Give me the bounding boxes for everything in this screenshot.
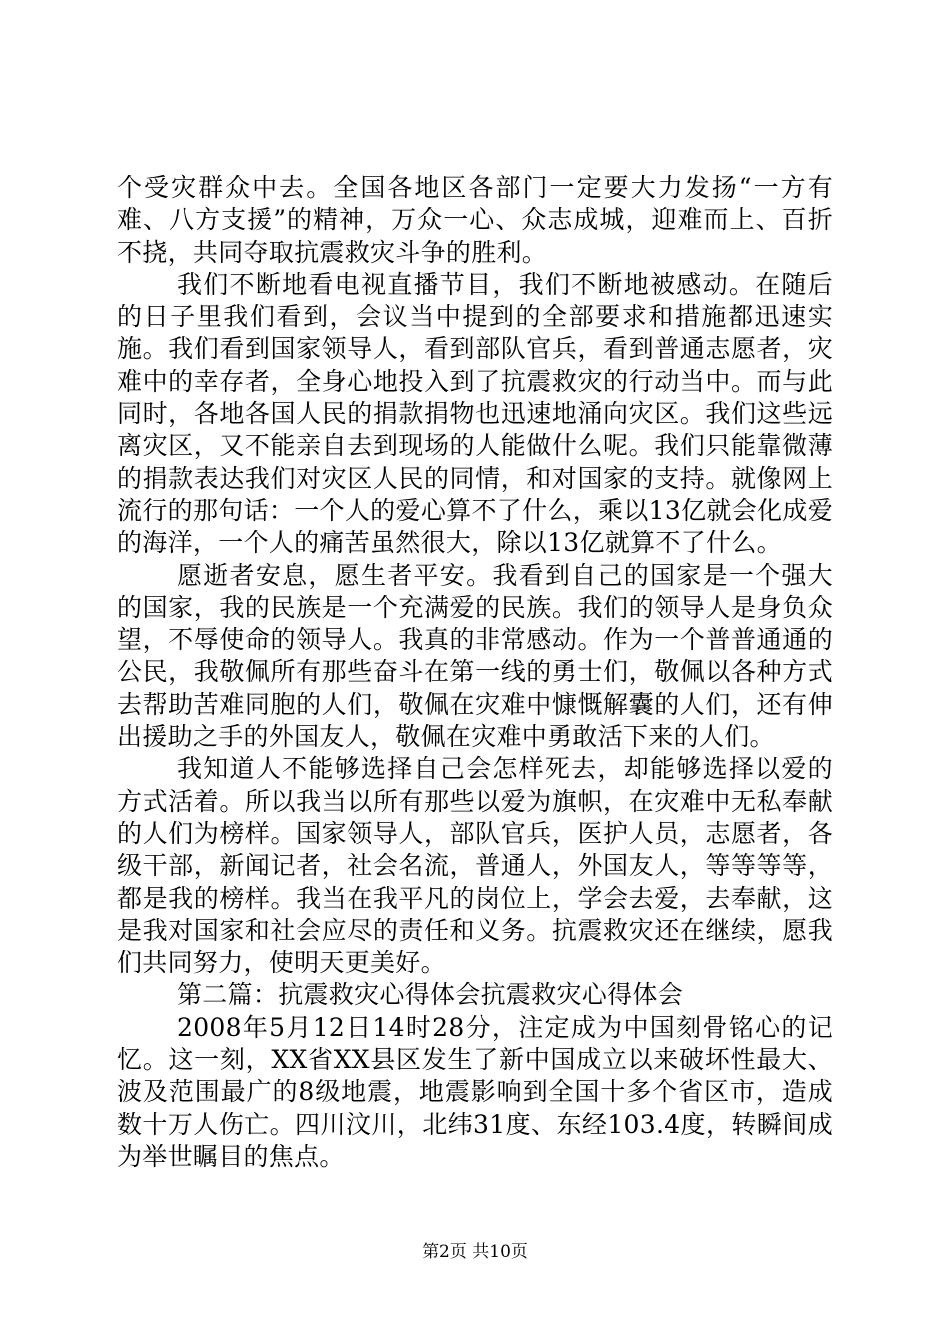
paragraph-tv-broadcast: 我们不断地看电视直播节目，我们不断地被感动。在随后的日子里我们看到，会议当中提到的全部要求和措施都迅速实施。我们看到国家领导人，看到部队官兵，看到普通志愿者，灾难中的幸存者，全身心地投入到了抗震救灾的行动当中。而与此同时，各地各国人民的捐款捐物也迅速地涌向灾区。我们这些远离灾区，又不能亲自去到现场的人能做什么呢。我们只能靠微薄的捐款表达我们对灾区人民的同情，和对国家的支持。就像网上流行的那句话：一个人的爱心算不了什么，乘以13亿就会化成爱的海洋，一个人的痛苦虽然很大，除以13亿就算不了什么。: [117, 269, 833, 558]
paragraph-earthquake-date: 2008年5月12日14时28分，注定成为中国刻骨铭心的记忆。这一刻，XX省XX县区发生了新中国成立以来破坏性最大、波及范围最广的8级地震，地震影响到全国十多个省区市，造成数十万人伤亡。四川汶川，北纬31度、东经103.4度，转瞬间成为举世瞩目的焦点。: [117, 1012, 833, 1171]
document-body: [117, 172, 833, 1173]
page-number-footer: 第2页 共10页: [422, 1242, 528, 1262]
paragraph-rest-in-peace: 愿逝者安息，愿生者平安。我看到自己的国家是一个强大的国家，我的民族是一个充满爱的民族。我们的领导人是身负众望，不辱使命的领导人。我真的非常感动。作为一个普普通通的公民，我敬佩所有那些奋斗在第一线的勇士们，敬佩以各种方式去帮助苦难同胞的人们，敬佩在灾难中慷慨解囊的人们，还有伸出援助之手的外国友人，敬佩在灾难中勇敢活下来的人们。: [117, 560, 833, 752]
paragraph-live-with-love: 我知道人不能够选择自己会怎样死去，却能够选择以爱的方式活着。所以我当以所有那些以爱为旗帜，在灾难中无私奉献的人们为榜样。国家领导人，部队官兵，医护人员，志愿者，各级干部，新闻记者，社会名流，普通人，外国友人，等等等等，都是我的榜样。我当在我平凡的岗位上，学会去爱，去奉献，这是我对国家和社会应尽的责任和义务。抗震救灾还在继续，愿我们共同努力，使明天更美好。: [117, 754, 833, 978]
section-heading: 第二篇：抗震救灾心得体会抗震救灾心得体会: [177, 980, 684, 1010]
paragraph-continuation: 个受灾群众中去。全国各地区各部门一定要大力发扬“一方有难、八方支援”的精神，万众一心、众志成城，迎难而上、百折不挠，共同夺取抗震救灾斗争的胜利。: [117, 173, 833, 267]
